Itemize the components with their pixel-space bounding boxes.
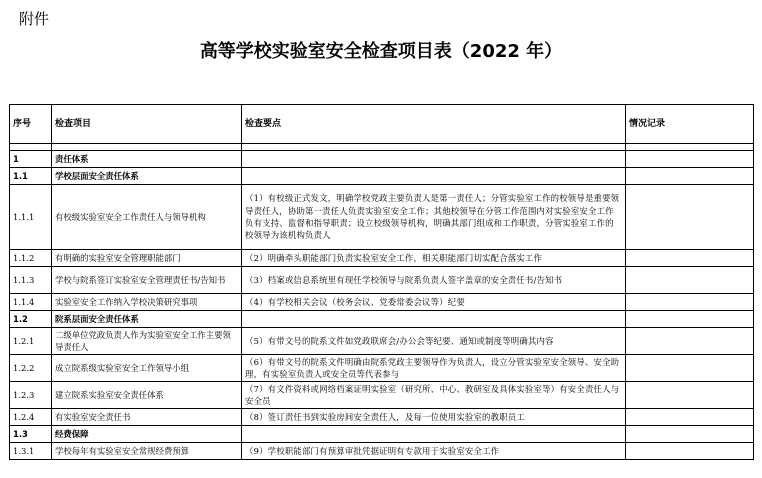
cell-record[interactable]	[626, 311, 754, 328]
header-record: 情况记录	[626, 105, 754, 144]
cell-point	[242, 168, 626, 185]
cell-item: 有校级实验室安全工作责任人与领导机构	[52, 185, 242, 250]
cell-no: 1.1.2	[10, 250, 52, 267]
cell-point: （9）学校职能部门有预算审批凭据证明有专款用于实验室安全工作	[242, 443, 626, 460]
cell-item: 成立院系级实验室安全工作领导小组	[52, 355, 242, 382]
cell-point	[242, 151, 626, 168]
table-row	[10, 294, 754, 311]
section-row	[10, 168, 754, 185]
cell-record[interactable]	[626, 355, 754, 382]
cell-no: 1.2.3	[10, 382, 52, 409]
table-row	[10, 355, 754, 382]
cell-no: 1.2	[10, 311, 52, 328]
cell-record[interactable]	[626, 185, 754, 250]
cell-item: 责任体系	[52, 151, 242, 168]
section-row	[10, 426, 754, 443]
cell-point: （3）档案或信息系统里有现任学校领导与院系负责人签字盖章的安全责任书/告知书	[242, 267, 626, 294]
cell-item: 学校层面安全责任体系	[52, 168, 242, 185]
section-row	[10, 151, 754, 168]
cell-record[interactable]	[626, 409, 754, 426]
cell-record[interactable]	[626, 250, 754, 267]
cell-point: （5）有带文号的院系文件如党政联席会/办公会等纪要、通知或制度等明确其内容	[242, 328, 626, 355]
cell-point: （6）有带文号的院系文件明确由院系党政主要领导作为负责人，设立分管实验室安全领导、安全助理，有实验室负责人或安全员等代表参与	[242, 355, 626, 382]
table-row	[10, 328, 754, 355]
cell-record[interactable]	[626, 267, 754, 294]
table-row	[10, 250, 754, 267]
header-point: 检查要点	[242, 105, 626, 144]
section-row	[10, 311, 754, 328]
cell-point: （8）签订责任书到实验房间安全责任人，及每一位使用实验室的教职员工	[242, 409, 626, 426]
cell-item: 学校与院系签订实验室安全管理责任书/告知书	[52, 267, 242, 294]
cell-point	[242, 311, 626, 328]
cell-no: 1.3	[10, 426, 52, 443]
cell-item: 二级单位党政负责人作为实验室安全工作主要领导责任人	[52, 328, 242, 355]
table-row	[10, 382, 754, 409]
cell-item: 经费保障	[52, 426, 242, 443]
cell-item: 实验室安全工作纳入学校决策研究事项	[52, 294, 242, 311]
cell-record[interactable]	[626, 294, 754, 311]
cell-item: 有实验室安全责任书	[52, 409, 242, 426]
cell-no: 1.1.1	[10, 185, 52, 250]
document-title: 高等学校实验室安全检查项目表（2022 年）	[199, 41, 563, 62]
cell-no: 1.1.3	[10, 267, 52, 294]
cell-record[interactable]	[626, 426, 754, 443]
cell-record[interactable]	[626, 151, 754, 168]
cell-item: 建立院系实验室安全责任体系	[52, 382, 242, 409]
cell-record[interactable]	[626, 328, 754, 355]
cell-no: 1.1	[10, 168, 52, 185]
cell-item: 学校每年有实验室安全常规经费预算	[52, 443, 242, 460]
cell-no: 1.3.1	[10, 443, 52, 460]
cell-point: （1）有校级正式发文，明确学校党政主要负责人是第一责任人；分管实验室工作的校领导是重要领导责任人，协助第一责任人负责实验室安全工作；其他校领导在分管工作范围内对实验室安全工作负有支持、监督和指导职责；设立校级领导机构，明确其部门组成和工作职责，分管实验室工作的校领导为该机构负责人	[242, 185, 626, 250]
cell-no: 1.2.2	[10, 355, 52, 382]
inspection-table	[9, 104, 754, 460]
cell-record[interactable]	[626, 168, 754, 185]
attachment-label: 附件	[19, 10, 50, 28]
cell-point	[242, 426, 626, 443]
cell-item: 院系层面安全责任体系	[52, 311, 242, 328]
cell-no: 1.1.4	[10, 294, 52, 311]
header-no: 序号	[10, 105, 52, 144]
table-row	[10, 409, 754, 426]
cell-record[interactable]	[626, 443, 754, 460]
cell-point: （2）明确牵头职能部门负责实验室安全工作，相关职能部门切实配合落实工作	[242, 250, 626, 267]
cell-point: （4）有学校相关会议（校务会议、党委常委会议等）纪要	[242, 294, 626, 311]
cell-point: （7）有文件资料或网络档案证明实验室（研究所、中心、教研室及具体实验室等）有安全责任人与安全员	[242, 382, 626, 409]
header-item: 检查项目	[52, 105, 242, 144]
table-row	[10, 185, 754, 250]
spacer-row	[10, 144, 754, 151]
table-row	[10, 267, 754, 294]
cell-record[interactable]	[626, 382, 754, 409]
table-row	[10, 443, 754, 460]
table-header-row	[10, 105, 754, 144]
cell-no: 1	[10, 151, 52, 168]
cell-item: 有明确的实验室安全管理职能部门	[52, 250, 242, 267]
cell-no: 1.2.4	[10, 409, 52, 426]
cell-no: 1.2.1	[10, 328, 52, 355]
